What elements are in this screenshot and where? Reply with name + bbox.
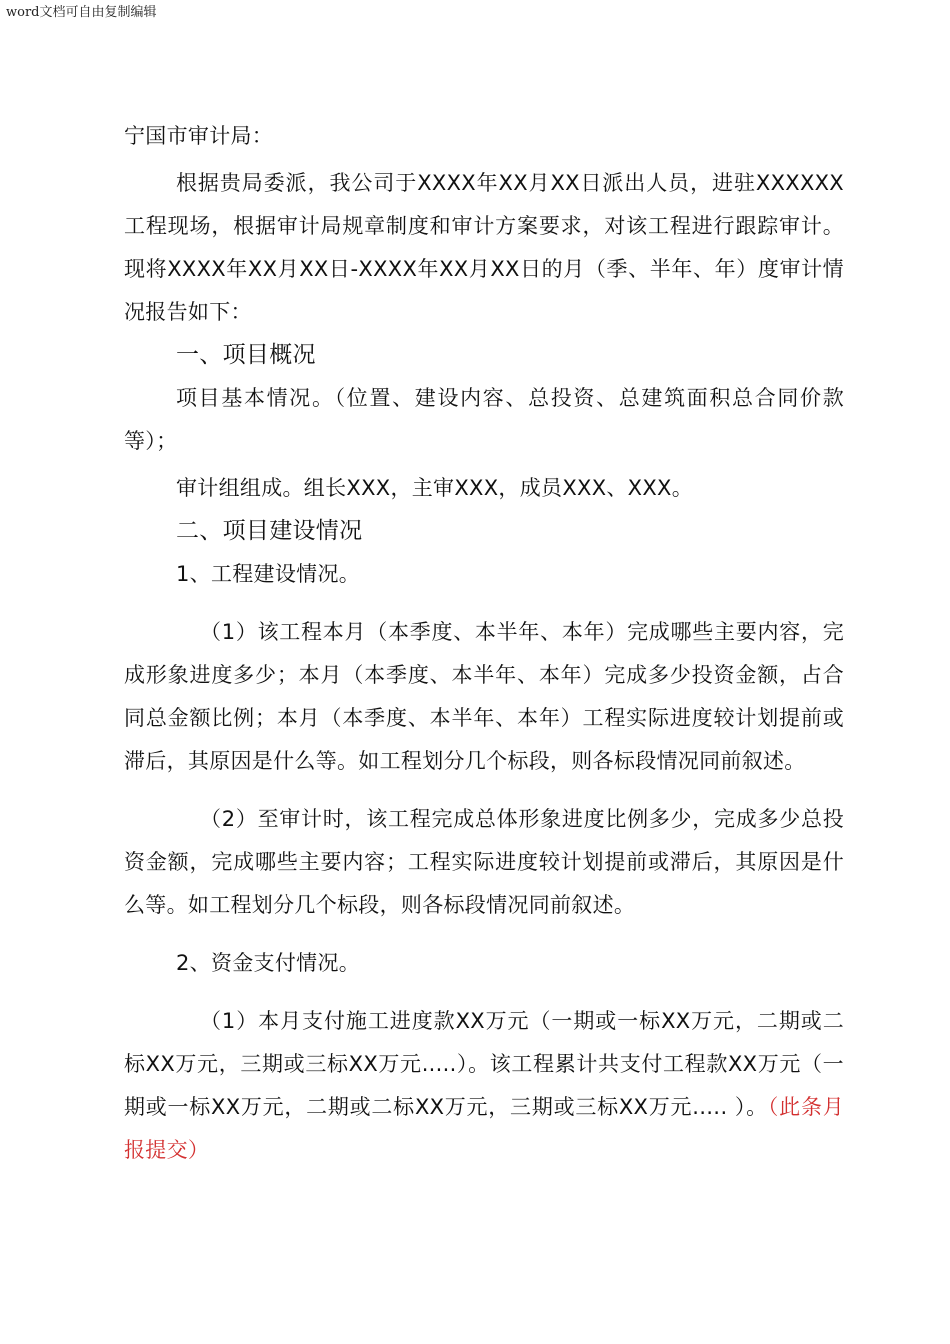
payment-text: （1）本月支付施工进度款XX万元（一期或一标XX万元，二期或二标XX万元，三期或三标XX万元.....）。该工程累计共支付工程款XX万元（一期或一标XX万元，二期或二标XX万元，三期或三标XX万元.…. ）。 <box>124 1009 844 1119</box>
subsection-1-title: 1、工程建设情况。 <box>176 562 361 586</box>
intro-paragraph: 根据贵局委派，我公司于XXXX年XX月XX日派出人员，进驻XXXXXX工程现场，根据审计局规章制度和审计方案要求，对该工程进行跟踪审计。现将XXXX年XX月XX日-XXXX年XX月XX日的月（季、半年、年）度审计情况报告如下： <box>124 171 844 324</box>
document-body <box>124 115 844 1172</box>
subsection-2-title: 2、资金支付情况。 <box>176 951 361 975</box>
section-2-heading: 二、项目建设情况 <box>176 518 363 544</box>
subsection-2-item-1 <box>124 1000 844 1172</box>
monthly-report-note: （此条月报提交） <box>124 1095 845 1162</box>
subsection-1-item-1: （1）该工程本月（本季度、本半年、本年）完成哪些主要内容，完成形象进度多少；本月（本季度、本半年、本年）完成多少投资金额，占合同总金额比例；本月（本季度、本半年、本年）工程实际进度较计划提前或滞后，其原因是什么等。如工程划分几个标段，则各标段情况同前叙述。 <box>124 620 844 773</box>
project-basic-info: 项目基本情况。（位置、建设内容、总投资、总建筑面积总合同价款等）； <box>124 386 844 453</box>
section-1-heading: 一、项目概况 <box>176 342 316 368</box>
subsection-1-item-2: （2）至审计时，该工程完成总体形象进度比例多少，完成多少总投资金额，完成哪些主要内容；工程实际进度较计划提前或滞后，其原因是什么等。如工程划分几个标段，则各标段情况同前叙述。 <box>124 807 844 917</box>
audit-team-info: 审计组组成。组长XXX，主审XXX，成员XXX、XXX。 <box>176 476 694 500</box>
watermark-text: word文档可自由复制编辑 <box>6 5 157 20</box>
salutation: 宁国市审计局： <box>124 124 274 148</box>
